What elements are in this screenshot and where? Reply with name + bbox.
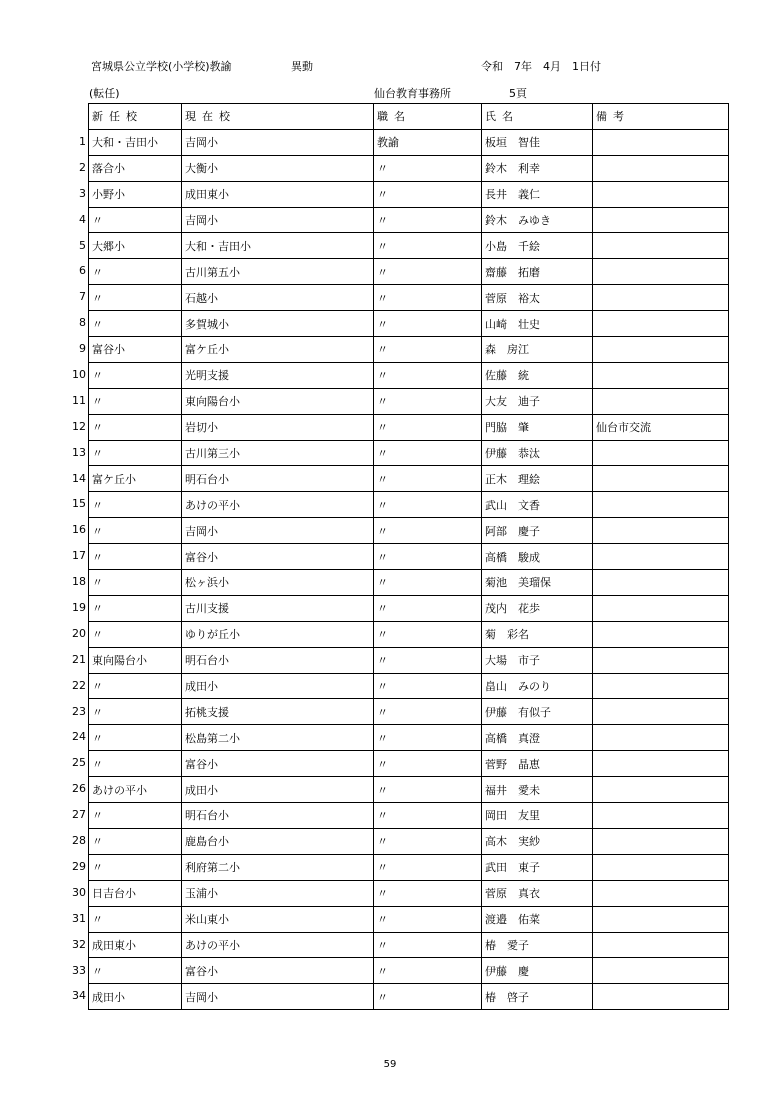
cell-remarks <box>593 595 729 621</box>
page-number: 59 <box>383 1059 397 1070</box>
cell-current-school: 多賀城小 <box>182 311 374 337</box>
cell-remarks <box>593 129 729 155</box>
cell-remarks <box>593 518 729 544</box>
cell-new-school: 東向陽台小 <box>89 647 182 673</box>
cell-current-school: 成田東小 <box>182 181 374 207</box>
cell-name: 齋藤 拓磨 <box>482 259 593 285</box>
table-row <box>89 414 729 440</box>
cell-name: 伊藤 有似子 <box>482 699 593 725</box>
cell-remarks <box>593 932 729 958</box>
column-header-current-school: 現在校 <box>182 104 374 130</box>
cell-position: 〃 <box>374 207 482 233</box>
cell-new-school: 〃 <box>89 803 182 829</box>
cell-name: 福井 愛未 <box>482 777 593 803</box>
cell-remarks <box>593 311 729 337</box>
cell-current-school: 成田小 <box>182 777 374 803</box>
cell-current-school: 古川第五小 <box>182 259 374 285</box>
cell-new-school: 成田東小 <box>89 932 182 958</box>
cell-new-school: 〃 <box>89 828 182 854</box>
cell-remarks <box>593 880 729 906</box>
cell-name: 伊藤 恭汰 <box>482 440 593 466</box>
cell-position: 〃 <box>374 984 482 1010</box>
cell-name: 高橋 真澄 <box>482 725 593 751</box>
cell-new-school: 大郷小 <box>89 233 182 259</box>
cell-current-school: 富谷小 <box>182 544 374 570</box>
cell-new-school: 〃 <box>89 725 182 751</box>
cell-name: 小島 千絵 <box>482 233 593 259</box>
cell-current-school: 明石台小 <box>182 647 374 673</box>
cell-remarks <box>593 673 729 699</box>
cell-position: 〃 <box>374 337 482 363</box>
cell-current-school: 明石台小 <box>182 803 374 829</box>
row-number: 1 <box>79 135 86 148</box>
cell-current-school: 大和・吉田小 <box>182 233 374 259</box>
cell-remarks <box>593 958 729 984</box>
row-number: 14 <box>72 471 86 485</box>
cell-remarks <box>593 362 729 388</box>
row-number: 30 <box>72 885 86 899</box>
table-row <box>89 337 729 363</box>
cell-remarks <box>593 725 729 751</box>
cell-remarks <box>593 854 729 880</box>
cell-new-school: 〃 <box>89 906 182 932</box>
cell-position: 〃 <box>374 492 482 518</box>
cell-new-school: 小野小 <box>89 181 182 207</box>
cell-position: 〃 <box>374 570 482 596</box>
table-row <box>89 466 729 492</box>
cell-remarks <box>593 259 729 285</box>
row-number: 8 <box>79 316 86 330</box>
cell-current-school: 富谷小 <box>182 958 374 984</box>
cell-position: 〃 <box>374 880 482 906</box>
row-number: 27 <box>72 808 86 822</box>
cell-position: 〃 <box>374 932 482 958</box>
cell-current-school: 明石台小 <box>182 466 374 492</box>
cell-current-school: 松島第二小 <box>182 725 374 751</box>
cell-position: 〃 <box>374 906 482 932</box>
cell-name: 板垣 智佳 <box>482 129 593 155</box>
table-row <box>89 518 729 544</box>
cell-name: 正木 理絵 <box>482 466 593 492</box>
cell-remarks <box>593 492 729 518</box>
cell-current-school: 鹿島台小 <box>182 828 374 854</box>
cell-current-school: 吉岡小 <box>182 984 374 1010</box>
cell-remarks <box>593 388 729 414</box>
cell-remarks <box>593 828 729 854</box>
cell-position: 〃 <box>374 828 482 854</box>
cell-current-school: 拓桃支援 <box>182 699 374 725</box>
cell-remarks <box>593 699 729 725</box>
cell-current-school: あけの平小 <box>182 492 374 518</box>
table-row <box>89 984 729 1010</box>
cell-position: 〃 <box>374 311 482 337</box>
table-row <box>89 570 729 596</box>
table-row <box>89 699 729 725</box>
row-number-column <box>60 129 86 1009</box>
cell-remarks <box>593 984 729 1010</box>
table-row <box>89 595 729 621</box>
table-row <box>89 129 729 155</box>
row-number: 12 <box>72 419 86 433</box>
row-number: 3 <box>79 186 86 200</box>
cell-position: 〃 <box>374 466 482 492</box>
table-row <box>89 906 729 932</box>
cell-position: 〃 <box>374 958 482 984</box>
row-number: 34 <box>72 989 86 1003</box>
cell-remarks <box>593 803 729 829</box>
cell-current-school: 東向陽台小 <box>182 388 374 414</box>
cell-name: 高木 実紗 <box>482 828 593 854</box>
cell-position: 〃 <box>374 362 482 388</box>
row-number: 24 <box>72 730 86 744</box>
cell-new-school: 〃 <box>89 544 182 570</box>
table-row <box>89 880 729 906</box>
row-number: 15 <box>72 497 86 511</box>
cell-remarks <box>593 285 729 311</box>
cell-current-school: 吉岡小 <box>182 129 374 155</box>
row-number: 5 <box>79 238 86 252</box>
table-row <box>89 311 729 337</box>
table-row <box>89 647 729 673</box>
cell-name: 鈴木 みゆき <box>482 207 593 233</box>
cell-name: 菅野 晶恵 <box>482 751 593 777</box>
cell-name: 武山 文香 <box>482 492 593 518</box>
row-number: 2 <box>79 160 86 174</box>
effective-date: 令和 7年 4月 1日付 <box>481 60 601 73</box>
cell-current-school: 岩切小 <box>182 414 374 440</box>
office-name: 仙台教育事務所 <box>374 87 451 100</box>
cell-position: 〃 <box>374 388 482 414</box>
row-number: 4 <box>79 212 86 226</box>
cell-name: 伊藤 慶 <box>482 958 593 984</box>
cell-current-school: 米山東小 <box>182 906 374 932</box>
cell-position: 〃 <box>374 544 482 570</box>
row-number: 23 <box>72 704 86 718</box>
row-number: 32 <box>72 937 86 951</box>
row-number: 13 <box>72 445 86 459</box>
table-row <box>89 777 729 803</box>
cell-position: 〃 <box>374 181 482 207</box>
cell-new-school: 富谷小 <box>89 337 182 363</box>
cell-new-school: 大和・吉田小 <box>89 129 182 155</box>
cell-current-school: 吉岡小 <box>182 207 374 233</box>
row-number: 11 <box>72 393 86 407</box>
cell-current-school: 吉岡小 <box>182 518 374 544</box>
cell-position: 〃 <box>374 699 482 725</box>
column-header-position: 職名 <box>374 104 482 130</box>
section-page-label: 5頁 <box>509 87 527 100</box>
cell-position: 〃 <box>374 673 482 699</box>
row-number: 10 <box>72 368 86 382</box>
cell-name: 高橋 駿成 <box>482 544 593 570</box>
cell-new-school: 〃 <box>89 259 182 285</box>
cell-new-school: 〃 <box>89 518 182 544</box>
cell-name: 渡邉 佑菜 <box>482 906 593 932</box>
row-number: 33 <box>72 963 86 977</box>
cell-position: 〃 <box>374 440 482 466</box>
cell-remarks <box>593 181 729 207</box>
cell-current-school: 成田小 <box>182 673 374 699</box>
cell-position: 〃 <box>374 854 482 880</box>
table-row <box>89 233 729 259</box>
cell-name: 阿部 慶子 <box>482 518 593 544</box>
cell-new-school: 〃 <box>89 595 182 621</box>
document-title: 宮城県公立学校(小学校)教諭 <box>91 60 232 73</box>
cell-remarks <box>593 647 729 673</box>
cell-current-school: 古川第三小 <box>182 440 374 466</box>
cell-current-school: 古川支援 <box>182 595 374 621</box>
cell-remarks <box>593 777 729 803</box>
cell-current-school: 玉浦小 <box>182 880 374 906</box>
row-number: 22 <box>72 678 86 692</box>
cell-position: 〃 <box>374 725 482 751</box>
cell-remarks <box>593 155 729 181</box>
row-number: 29 <box>72 859 86 873</box>
cell-position: 〃 <box>374 621 482 647</box>
cell-name: 菅原 裕太 <box>482 285 593 311</box>
cell-remarks <box>593 751 729 777</box>
table-header-row <box>89 104 729 130</box>
table-row <box>89 388 729 414</box>
cell-position: 〃 <box>374 285 482 311</box>
cell-new-school: 〃 <box>89 958 182 984</box>
cell-current-school: 利府第二小 <box>182 854 374 880</box>
cell-position: 〃 <box>374 595 482 621</box>
cell-new-school: 〃 <box>89 673 182 699</box>
cell-name: 菊 彩名 <box>482 621 593 647</box>
cell-name: 森 房江 <box>482 337 593 363</box>
cell-current-school: 光明支援 <box>182 362 374 388</box>
cell-name: 菅原 真衣 <box>482 880 593 906</box>
table-row <box>89 544 729 570</box>
document-type: 異動 <box>291 60 313 73</box>
cell-name: 大場 市子 <box>482 647 593 673</box>
table-row <box>89 725 729 751</box>
cell-new-school: 成田小 <box>89 984 182 1010</box>
cell-name: 長井 義仁 <box>482 181 593 207</box>
cell-position: 〃 <box>374 647 482 673</box>
table-row <box>89 751 729 777</box>
cell-remarks <box>593 544 729 570</box>
cell-current-school: 富ケ丘小 <box>182 337 374 363</box>
cell-new-school: 〃 <box>89 492 182 518</box>
row-number: 17 <box>72 549 86 563</box>
row-number: 7 <box>79 290 86 304</box>
cell-current-school: あけの平小 <box>182 932 374 958</box>
cell-name: 茂内 花歩 <box>482 595 593 621</box>
row-number: 26 <box>72 782 86 796</box>
cell-remarks <box>593 440 729 466</box>
cell-remarks: 仙台市交流 <box>593 414 729 440</box>
cell-new-school: 〃 <box>89 207 182 233</box>
table-row <box>89 621 729 647</box>
cell-new-school: あけの平小 <box>89 777 182 803</box>
cell-new-school: 落合小 <box>89 155 182 181</box>
table-row <box>89 259 729 285</box>
table-row <box>89 181 729 207</box>
table-row <box>89 440 729 466</box>
cell-new-school: 〃 <box>89 440 182 466</box>
cell-current-school: 富谷小 <box>182 751 374 777</box>
row-number: 28 <box>72 834 86 848</box>
row-number: 16 <box>72 523 86 537</box>
cell-new-school: 〃 <box>89 285 182 311</box>
column-header-remarks: 備考 <box>593 104 729 130</box>
cell-name: 鈴木 利幸 <box>482 155 593 181</box>
cell-remarks <box>593 233 729 259</box>
table-body <box>89 129 729 1009</box>
cell-position: 〃 <box>374 751 482 777</box>
table-row <box>89 828 729 854</box>
row-number: 9 <box>79 342 86 356</box>
cell-name: 武田 東子 <box>482 854 593 880</box>
cell-new-school: 〃 <box>89 311 182 337</box>
cell-remarks <box>593 621 729 647</box>
cell-name: 椿 啓子 <box>482 984 593 1010</box>
cell-name: 佐藤 統 <box>482 362 593 388</box>
table-row <box>89 285 729 311</box>
cell-current-school: ゆりが丘小 <box>182 621 374 647</box>
cell-name: 菊池 美瑠保 <box>482 570 593 596</box>
cell-name: 畠山 みのり <box>482 673 593 699</box>
row-number: 19 <box>72 601 86 615</box>
cell-position: 〃 <box>374 803 482 829</box>
table-row <box>89 932 729 958</box>
cell-new-school: 〃 <box>89 388 182 414</box>
cell-current-school: 大衡小 <box>182 155 374 181</box>
cell-current-school: 松ヶ浜小 <box>182 570 374 596</box>
row-number: 20 <box>72 626 86 640</box>
cell-position: 〃 <box>374 777 482 803</box>
cell-new-school: 〃 <box>89 621 182 647</box>
cell-position: 〃 <box>374 155 482 181</box>
row-number: 25 <box>72 756 86 770</box>
table-row <box>89 854 729 880</box>
cell-new-school: 〃 <box>89 570 182 596</box>
column-header-name: 氏名 <box>482 104 593 130</box>
cell-remarks <box>593 207 729 233</box>
table-row <box>89 803 729 829</box>
cell-new-school: 富ケ丘小 <box>89 466 182 492</box>
table-row <box>89 673 729 699</box>
table-row <box>89 362 729 388</box>
table-row <box>89 492 729 518</box>
row-number: 21 <box>72 652 86 666</box>
cell-new-school: 〃 <box>89 699 182 725</box>
cell-position: 〃 <box>374 518 482 544</box>
cell-remarks <box>593 466 729 492</box>
cell-position: 教諭 <box>374 129 482 155</box>
cell-remarks <box>593 337 729 363</box>
column-header-new-school: 新任校 <box>89 104 182 130</box>
row-number: 31 <box>72 911 86 925</box>
row-number: 6 <box>79 264 86 278</box>
cell-name: 門脇 肇 <box>482 414 593 440</box>
table-row <box>89 958 729 984</box>
transfer-type-label: (転任) <box>89 87 120 100</box>
cell-name: 山崎 壮史 <box>482 311 593 337</box>
table-row <box>89 207 729 233</box>
cell-name: 岡田 友里 <box>482 803 593 829</box>
transfer-table <box>88 103 729 1010</box>
row-number: 18 <box>72 575 86 589</box>
cell-name: 大友 迪子 <box>482 388 593 414</box>
cell-remarks <box>593 570 729 596</box>
cell-position: 〃 <box>374 233 482 259</box>
table-row <box>89 155 729 181</box>
cell-position: 〃 <box>374 414 482 440</box>
cell-name: 椿 愛子 <box>482 932 593 958</box>
cell-new-school: 〃 <box>89 854 182 880</box>
cell-current-school: 石越小 <box>182 285 374 311</box>
cell-new-school: 〃 <box>89 362 182 388</box>
cell-remarks <box>593 906 729 932</box>
cell-new-school: 〃 <box>89 751 182 777</box>
cell-position: 〃 <box>374 259 482 285</box>
cell-new-school: 〃 <box>89 414 182 440</box>
cell-new-school: 日吉台小 <box>89 880 182 906</box>
